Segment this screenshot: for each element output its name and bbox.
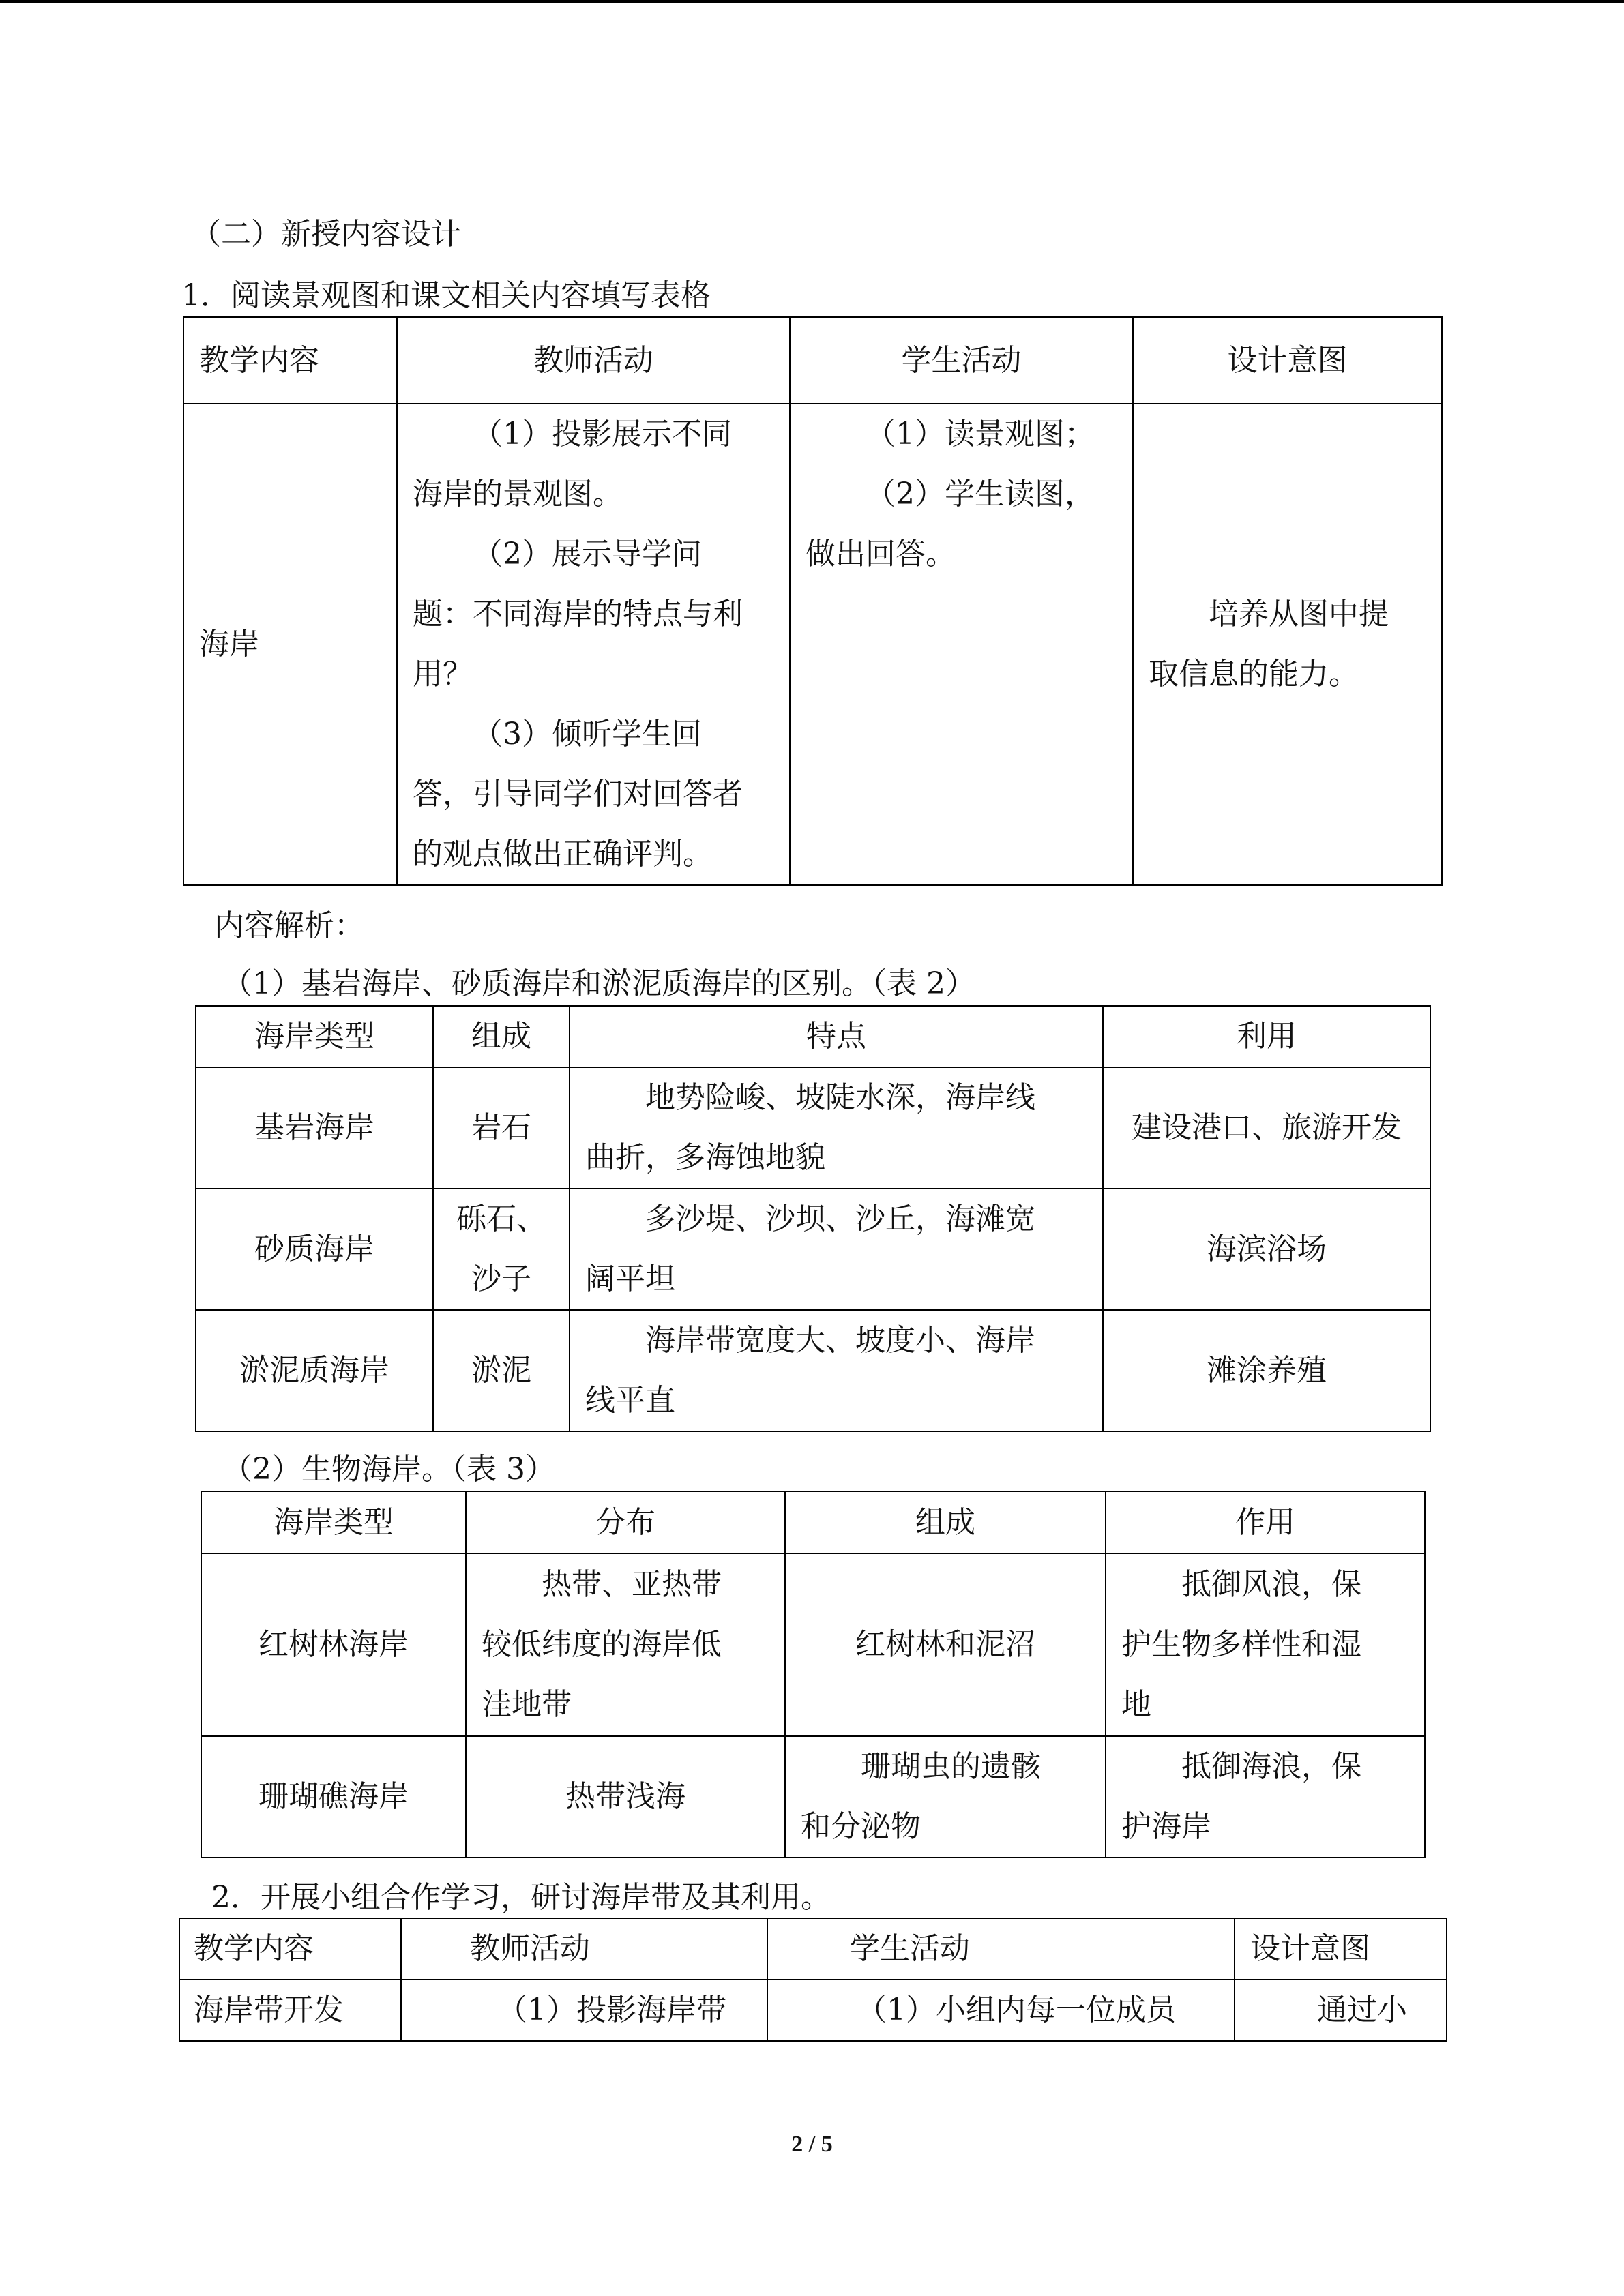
table3-caption: （2）生物海岸。（表 3）: [222, 1452, 555, 1487]
table4-teacher-cell: （1）投影海岸带: [401, 1980, 767, 2041]
table1-header-row: [183, 317, 1442, 404]
coast-use: 建设港口、旅游开发: [1103, 1067, 1430, 1189]
table4-header-student: 学生活动: [767, 1918, 1235, 1980]
analysis-label: 内容解析：: [214, 908, 364, 943]
coast-type: 珊瑚礁海岸: [201, 1736, 466, 1858]
coast-distribution: [466, 1553, 785, 1736]
table3-header-row: [201, 1491, 1425, 1553]
feature-line: 海岸带宽度大、坡度小、海岸: [645, 1323, 1035, 1358]
table3-header-type: 海岸类型: [201, 1491, 466, 1553]
role-line: 护海岸: [1121, 1809, 1211, 1844]
table2-header-features: 特点: [570, 1006, 1103, 1067]
coast-composition: 淤泥: [433, 1310, 570, 1431]
coast-composition: [433, 1189, 570, 1310]
teacher-line: （3）倾听学生回: [473, 717, 702, 751]
student-line: 做出回答。: [806, 537, 956, 571]
table1-header-student: 学生活动: [790, 317, 1133, 404]
student-line: （2）学生读图，: [866, 477, 1095, 511]
table1-header-teacher: 教师活动: [397, 317, 790, 404]
table3-row-mangrove: [201, 1553, 1425, 1736]
teacher-line: 海岸的景观图。: [413, 477, 623, 511]
section1-title: 1．阅读景观图和课文相关内容填写表格: [181, 278, 711, 313]
coast-composition: 岩石: [433, 1067, 570, 1189]
distribution-line: 较低纬度的海岸低: [482, 1627, 722, 1662]
coast-use: 滩涂养殖: [1103, 1310, 1430, 1431]
teacher-line: 题：不同海岸的特点与利: [413, 597, 743, 631]
table1-header-content: 教学内容: [183, 317, 397, 404]
table4-intent-cell: 通过小: [1235, 1980, 1447, 2041]
teacher-line: 的观点做出正确评判。: [413, 837, 713, 871]
coast-distribution: 热带浅海: [466, 1736, 785, 1858]
composition-line: 沙子: [471, 1262, 531, 1296]
table2-row-muddy: [196, 1310, 1430, 1431]
table2-row-bedrock: [196, 1067, 1430, 1189]
feature-line: 曲折，多海蚀地貌: [585, 1140, 825, 1175]
role-line: 护生物多样性和湿: [1121, 1627, 1361, 1662]
distribution-line: 热带、亚热带: [542, 1567, 722, 1602]
teacher-line: （1）投影展示不同: [473, 417, 732, 451]
top-border-line: [0, 0, 1624, 3]
coast-role: [1106, 1553, 1425, 1736]
table2-header-use: 利用: [1103, 1006, 1430, 1067]
table4-header-row: [179, 1918, 1447, 1980]
coast-type: 砂质海岸: [196, 1189, 433, 1310]
coast-type: 淤泥质海岸: [196, 1310, 433, 1431]
coast-use: 海滨浴场: [1103, 1189, 1430, 1310]
table3-header-role: 作用: [1106, 1491, 1425, 1553]
composition-line: 珊瑚虫的遗骸: [861, 1749, 1041, 1784]
teacher-line: （2）展示导学问: [473, 537, 702, 571]
table1-row: [183, 404, 1442, 885]
teacher-line: 答，引导同学们对回答者: [413, 777, 743, 811]
table1-student-cell: [790, 404, 1133, 885]
table4-header-content: 教学内容: [179, 1918, 401, 1980]
table2-row-sandy: [196, 1189, 1430, 1310]
coast-features: [570, 1067, 1103, 1189]
feature-line: 地势险峻、坡陡水深，海岸线: [645, 1080, 1035, 1115]
role-line: 地: [1121, 1687, 1151, 1722]
intent-line: 取信息的能力。: [1149, 657, 1359, 691]
table2-header-type: 海岸类型: [196, 1006, 433, 1067]
table4-header-intent: 设计意图: [1235, 1918, 1447, 1980]
table3-header-composition: 组成: [785, 1491, 1106, 1553]
table4-header-teacher: 教师活动: [401, 1918, 767, 1980]
table1-intent-cell: [1133, 404, 1442, 885]
biological-coast-table: [201, 1491, 1426, 1858]
composition-line: 和分泌物: [801, 1809, 921, 1844]
table4-student-cell: （1）小组内每一位成员: [767, 1980, 1235, 2041]
table2-header-row: [196, 1006, 1430, 1067]
coast-features: [570, 1310, 1103, 1431]
coast-composition: [785, 1736, 1106, 1858]
table3-row-coral: [201, 1736, 1425, 1858]
table2-header-composition: 组成: [433, 1006, 570, 1067]
coast-type: 基岩海岸: [196, 1067, 433, 1189]
table1-teacher-cell: [397, 404, 790, 885]
table2-caption: （1）基岩海岸、砂质海岸和淤泥质海岸的区别。（表 2）: [222, 966, 975, 1001]
intent-line: 培养从图中提: [1209, 597, 1389, 631]
table1-content-cell: 海岸: [183, 404, 397, 885]
section-heading: （二）新授内容设计: [191, 217, 461, 252]
coast-composition: 红树林和泥沼: [785, 1553, 1106, 1736]
role-line: 抵御海浪，保: [1181, 1749, 1361, 1784]
page-number: 2 / 5: [791, 2132, 833, 2157]
feature-line: 多沙堤、沙坝、沙丘，海滩宽: [645, 1202, 1035, 1236]
distribution-line: 洼地带: [482, 1687, 572, 1722]
student-line: （1）读景观图；: [866, 417, 1095, 451]
teaching-table-2: [179, 1918, 1447, 2042]
coast-types-table: [195, 1005, 1431, 1432]
feature-line: 线平直: [585, 1383, 675, 1418]
teaching-table-1: [183, 316, 1443, 886]
teacher-line: 用？: [413, 657, 473, 691]
table4-row: [179, 1980, 1447, 2041]
role-line: 抵御风浪，保: [1181, 1567, 1361, 1602]
table1-header-intent: 设计意图: [1133, 317, 1442, 404]
coast-features: [570, 1189, 1103, 1310]
feature-line: 阔平坦: [585, 1262, 675, 1296]
table3-header-distribution: 分布: [466, 1491, 785, 1553]
composition-line: 砾石、: [456, 1202, 546, 1236]
section2-title: 2．开展小组合作学习，研讨海岸带及其利用。: [211, 1880, 831, 1915]
coast-type: 红树林海岸: [201, 1553, 466, 1736]
table4-content-cell: 海岸带开发: [179, 1980, 401, 2041]
coast-role: [1106, 1736, 1425, 1858]
